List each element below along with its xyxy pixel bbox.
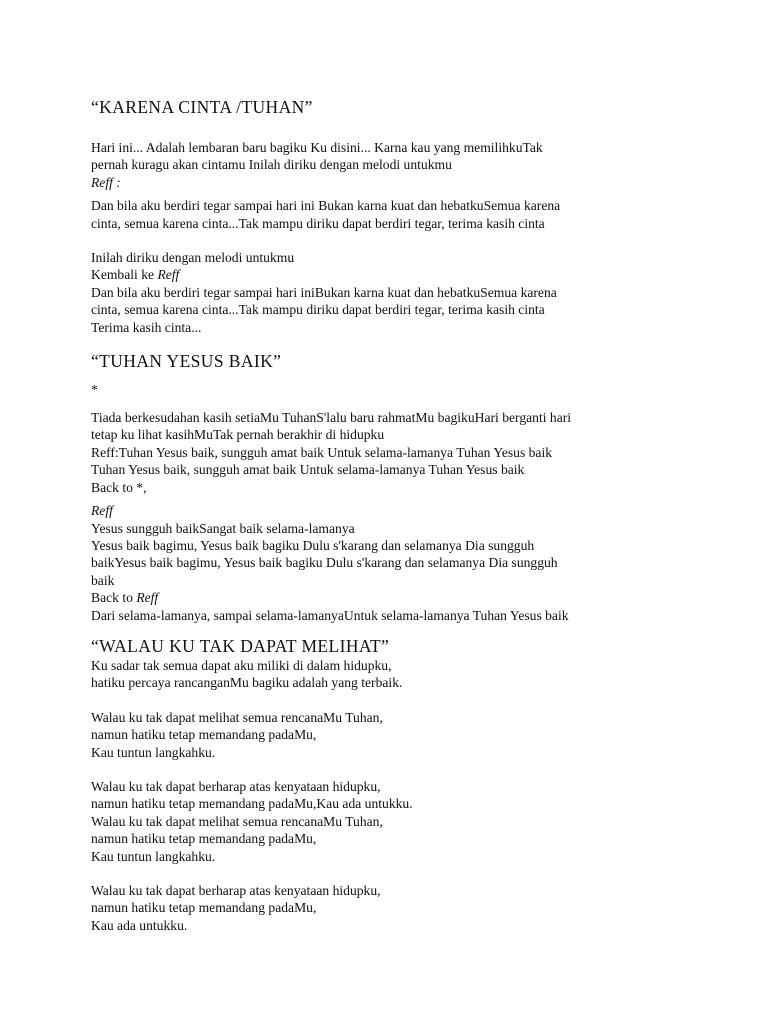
lyric-line: namun hatiku tetap memandang padaMu, [91, 900, 317, 916]
lyric-line: Reff:Tuhan Yesus baik, sungguh amat baik Untuk selama-lamanya Tuhan Yesus baik [91, 444, 553, 460]
lyric-line: Dan bila aku berdiri tegar sampai hari iniBukan karna kuat dan hebatkuSemua karena [91, 284, 557, 300]
lyric-line: Dari selama-lamanya, sampai selama-lamanyaUntuk selama-lamanya Tuhan Yesus baik [91, 607, 569, 623]
lyric-line: Tuhan Yesus baik, sungguh amat baik Untuk selama-lamanya Tuhan Yesus baik [91, 462, 525, 478]
reff-word: Reff [157, 267, 180, 283]
reff-label: Reff [91, 503, 113, 519]
lyric-line: Ku sadar tak semua dapat aku miliki di dalam hidupku, [91, 657, 392, 673]
lyric-line: Walau ku tak dapat berharap atas kenyataan hidupku, [91, 883, 381, 898]
lyric-line: hatiku percaya rancanganMu bagiku adalah yang terbaik. [91, 675, 403, 691]
lyric-line: Inilah diriku dengan melodi untukmu [91, 250, 295, 266]
song-walau-ku-tak-dapat-melihat [91, 635, 731, 934]
lyric-line: baik [91, 572, 115, 588]
song-tuhan-yesus-baik [91, 350, 731, 624]
lyric-line: Dan bila aku berdiri tegar sampai hari ini Bukan karna kuat dan hebatkuSemua karena [91, 198, 561, 214]
lyric-line: Hari ini... Adalah lembaran baru bagiku Ku disini... Karna kau yang memilihkuTak [91, 140, 543, 155]
lyric-line: Walau ku tak dapat berharap atas kenyataan hidupku, [91, 778, 381, 794]
lyric-line: cinta, semua karena cinta...Tak mampu diriku dapat berdiri tegar, terima kasih cinta [91, 302, 545, 318]
lyric-line: Kau tuntun langkahku. [91, 744, 216, 760]
lyric-line: Yesus baik bagimu, Yesus baik bagiku Dulu s'karang dan selamanya Dia sungguh [91, 537, 535, 553]
back-prefix: Back to [91, 590, 137, 606]
lyric-line: Walau ku tak dapat melihat semua rencanaMu Tuhan, [91, 813, 383, 829]
reff-label: Reff : [91, 174, 121, 190]
lyric-line: cinta, semua karena cinta...Tak mampu diriku dapat berdiri tegar, terima kasih cinta [91, 215, 545, 231]
lyric-line: Tiada berkesudahan kasih setiaMu TuhanS'lalu baru rahmatMu bagikuHari berganti hari [91, 410, 572, 426]
star-marker: * [91, 382, 98, 398]
lyric-line: Kau ada untukku. [91, 917, 188, 933]
lyric-line: Kau tuntun langkahku. [91, 848, 216, 864]
lyric-line: Walau ku tak dapat melihat semua rencanaMu Tuhan, [91, 709, 383, 725]
lyric-line: Terima kasih cinta... [91, 319, 202, 335]
lyric-line: namun hatiku tetap memandang padaMu,Kau ada untukku. [91, 796, 413, 812]
song-karena-cinta [91, 96, 731, 336]
lyric-line: baikYesus baik bagimu, Yesus baik bagiku Dulu s'karang dan selamanya Dia sungguh [91, 555, 558, 571]
document-page [91, 96, 731, 934]
back-prefix: Kembali ke [91, 267, 158, 283]
back-to-reff-line [91, 266, 731, 283]
song-title: “TUHAN YESUS BAIK” [91, 351, 282, 372]
lyric-line: namun hatiku tetap memandang padaMu, [91, 831, 317, 847]
lyric-line: namun hatiku tetap memandang padaMu, [91, 727, 317, 743]
reff-word: Reff [136, 590, 159, 606]
lyric-line: Yesus sungguh baikSangat baik selama-lamanya [91, 520, 355, 536]
song-title: “KARENA CINTA /TUHAN” [91, 97, 313, 117]
lyric-line: tetap ku lihat kasihMuTak pernah berakhir di hidupku [91, 427, 385, 443]
back-to-reff-line [91, 589, 731, 606]
lyric-line: Back to *, [91, 479, 147, 495]
song-title: “WALAU KU TAK DAPAT MELIHAT” [91, 635, 390, 656]
lyric-line: pernah kuragu akan cintamu Inilah diriku dengan melodi untukmu [91, 157, 452, 173]
